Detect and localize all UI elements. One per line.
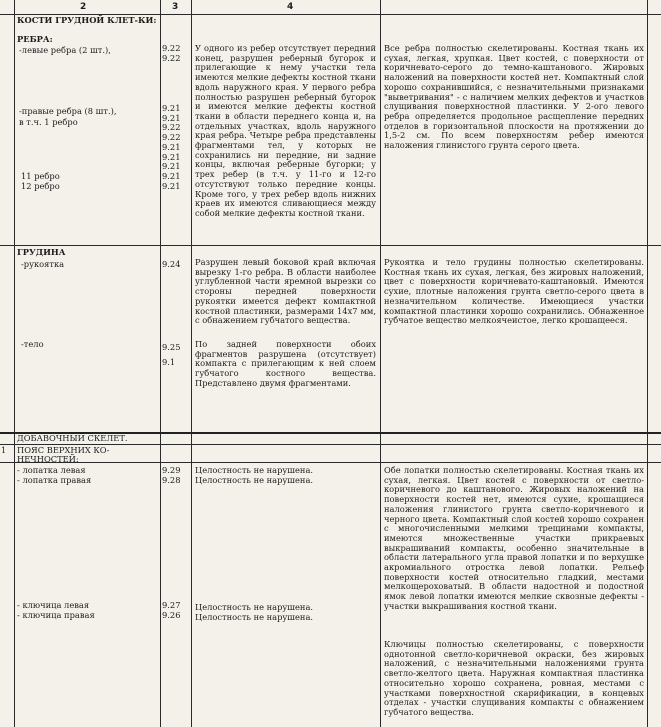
sternum-handle-description: Разрушен левый боковой край включая вырезку 1-го ребра. В области наиболее углубленной части яремной вырезки со стороны передней поверхности рукоятки имеется дефект компактной костной пластинки, размерами 14х7 мм, с обнажением губчатого вещества. xyxy=(195,257,376,326)
clavicle-right-label: - ключица правая xyxy=(17,610,95,620)
clavicle-condition: Ключицы полностью скелетированы, с поверхности однотонной светло-коричневой окраски, без жировых наложений, с незначительными наложениями грунта светло-желтого цвета. Наружная компактная пластинка относительно хорошо сохранена, ровная, местами с участками поверхностной скарификации, в концевых отделах - участки слущивания компакты с обнажением губчатого вещества. xyxy=(384,639,644,717)
clavicle-right-status: Целостность не нарушена. xyxy=(195,612,314,622)
scapula-left-code: 9.29 xyxy=(162,465,181,475)
first-rib-label: в т.ч. 1 ребро xyxy=(19,117,78,127)
column-divider xyxy=(14,0,15,727)
rib-12-label: 12 ребро xyxy=(21,181,60,191)
code: 9.21 xyxy=(162,180,181,191)
code: 9.22 xyxy=(162,132,181,143)
code: 9.25 xyxy=(162,342,181,352)
column-divider xyxy=(191,0,192,727)
sternum-condition: Рукоятка и тело грудины полностью скелетированы. Костная ткань их сухая, легкая, без жировых наложений, цвет с поверхности коричневато-каштановый. Имеются сухие, плотные наложения грунта светло-серого цвета в незначительном количестве. Имеющиеся участки компактной пластинки хорошо сохранились. Обнаженное губчатое вещество мелкоячеистое, легко крошащееся. xyxy=(384,257,644,326)
left-ribs-label: -левые ребра (2 шт.), xyxy=(19,45,111,55)
column-header-4: 4 xyxy=(287,2,294,12)
scapula-left-label: - лопатка левая xyxy=(17,465,86,475)
scapula-right-label: - лопатка правая xyxy=(17,475,92,485)
code: 9.21 xyxy=(162,170,181,181)
sternum-body-description: По задней поверхности обоих фрагментов разрушена (отсутствует) компакта с прилегающим к ней слоем губчатого костного вещества. Представлено двумя фрагментами. xyxy=(195,339,376,388)
sternum-body-codes xyxy=(162,340,180,370)
ribs-codes-left xyxy=(162,44,180,63)
code: 9.21 xyxy=(162,151,181,162)
clavicle-left-code: 9.27 xyxy=(162,600,181,610)
clavicle-right-code: 9.26 xyxy=(162,610,181,620)
code: 9.21 xyxy=(162,103,181,113)
code: 9.21 xyxy=(162,161,181,172)
sternum-handle-label: -рукоятка xyxy=(21,259,65,269)
ribs-condition: Все ребра полностью скелетированы. Костная ткань их сухая, легкая, хрупкая. Цвет костей, с поверхности от коричневато-серого до темно-каштанового. Жировых наложений на поверхности костей нет. Компактный слой хорошо сохранившийся, с незначительными признаками "выветривания" - с наличием мелких дефектов и участков слущивания поверхностной пластинки. У 2-ого левого ребра определяется продольное расщепление передних отделов в горизонтальной плоскости на протяжении до 1,5-2 см. По всем поверхностям ребер имеются наложения глинистого грунта серого цвета. xyxy=(384,43,644,151)
code: 9.21 xyxy=(162,141,181,152)
code: 9.22 xyxy=(162,122,181,133)
ribs-codes-right xyxy=(162,104,180,191)
column-header-2: 2 xyxy=(80,2,87,12)
row-divider xyxy=(0,245,661,246)
column-header-3: 3 xyxy=(172,2,179,12)
ribs-heading: КОСТИ ГРУДНОЙ КЛЕТ-КИ: xyxy=(17,15,157,25)
code: 9.1 xyxy=(162,357,176,367)
column-divider xyxy=(380,0,381,727)
column-divider xyxy=(647,0,648,727)
rib-11-label: 11 ребро xyxy=(21,171,60,181)
appendicular-heading: ДОБАВОЧНЫЙ СКЕЛЕТ. xyxy=(17,433,128,443)
clavicle-left-status: Целостность не нарушена. xyxy=(195,602,314,612)
ribs-subheading: РЕБРА: xyxy=(17,34,53,44)
upper-limb-girdle-heading: ПОЯС ВЕРХНИХ КО-НЕЧНОСТЕЙ: xyxy=(17,445,110,464)
sternum-handle-code: 9.24 xyxy=(162,259,181,269)
scapula-left-status: Целостность не нарушена. xyxy=(195,465,314,475)
sternum-body-label: -тело xyxy=(21,339,44,349)
code: 9.21 xyxy=(162,112,181,123)
code: 9.22 xyxy=(162,52,181,63)
column-divider xyxy=(160,0,161,727)
scapula-right-status: Целостность не нарушена. xyxy=(195,475,314,485)
right-ribs-label: -правые ребра (8 шт.), xyxy=(19,106,117,116)
scapula-right-code: 9.28 xyxy=(162,475,181,485)
code: 9.22 xyxy=(162,43,181,53)
ribs-description: У одного из ребер отсутствует передний конец, разрушен реберный бугорок и прилегающие к нему участки тела имеются мелкие дефекты костной ткани вдоль наружного края. У первого ребра полностью разрушен реберный бугорок и имеются мелкие дефекты костной ткани в области переднего конца и, на отдельных участках, вдоль наружного края ребра. Четыре ребра представлены фрагментами тел, у которых не сохранились ни передние, ни задние концы, включая реберные бугорки; у трех ребер (в т.ч. у 11-го и 12-го отсутствуют только передние концы. Кроме того, у трех ребер вдоль нижних краев их имеются сливающиеся между собой мелкие дефекты костной ткани. xyxy=(195,43,376,218)
clavicle-left-label: - ключица левая xyxy=(17,600,90,610)
row-number: 1 xyxy=(1,446,7,455)
scapula-condition: Обе лопатки полностью скелетированы. Костная ткань их сухая, легкая. Цвет костей с поверхности от светло-коричневого до каштанового. Жировых наложений на поверхности костей нет, имеются сухие, крошащиеся наложения глинистого грунта светло-коричневого и черного цвета. Компактный слой костей хорошо сохранен с многочисленными мелкими трещинами компакты, имеются множественные участки прикраевых выкрашиваний компакты, особенно значительные в области латерального угла правой лопатки и по верхушке акромиального отростка левой лопатки. Рельеф поверхности костей относительно гладкий, местами мелкощероховатый. В области надостной и подостной ямок левой лопатки имеются мелкие сквозные дефекты - участки выкрашивания костной ткани. xyxy=(384,465,644,611)
sternum-heading: ГРУДИНА xyxy=(17,247,66,257)
